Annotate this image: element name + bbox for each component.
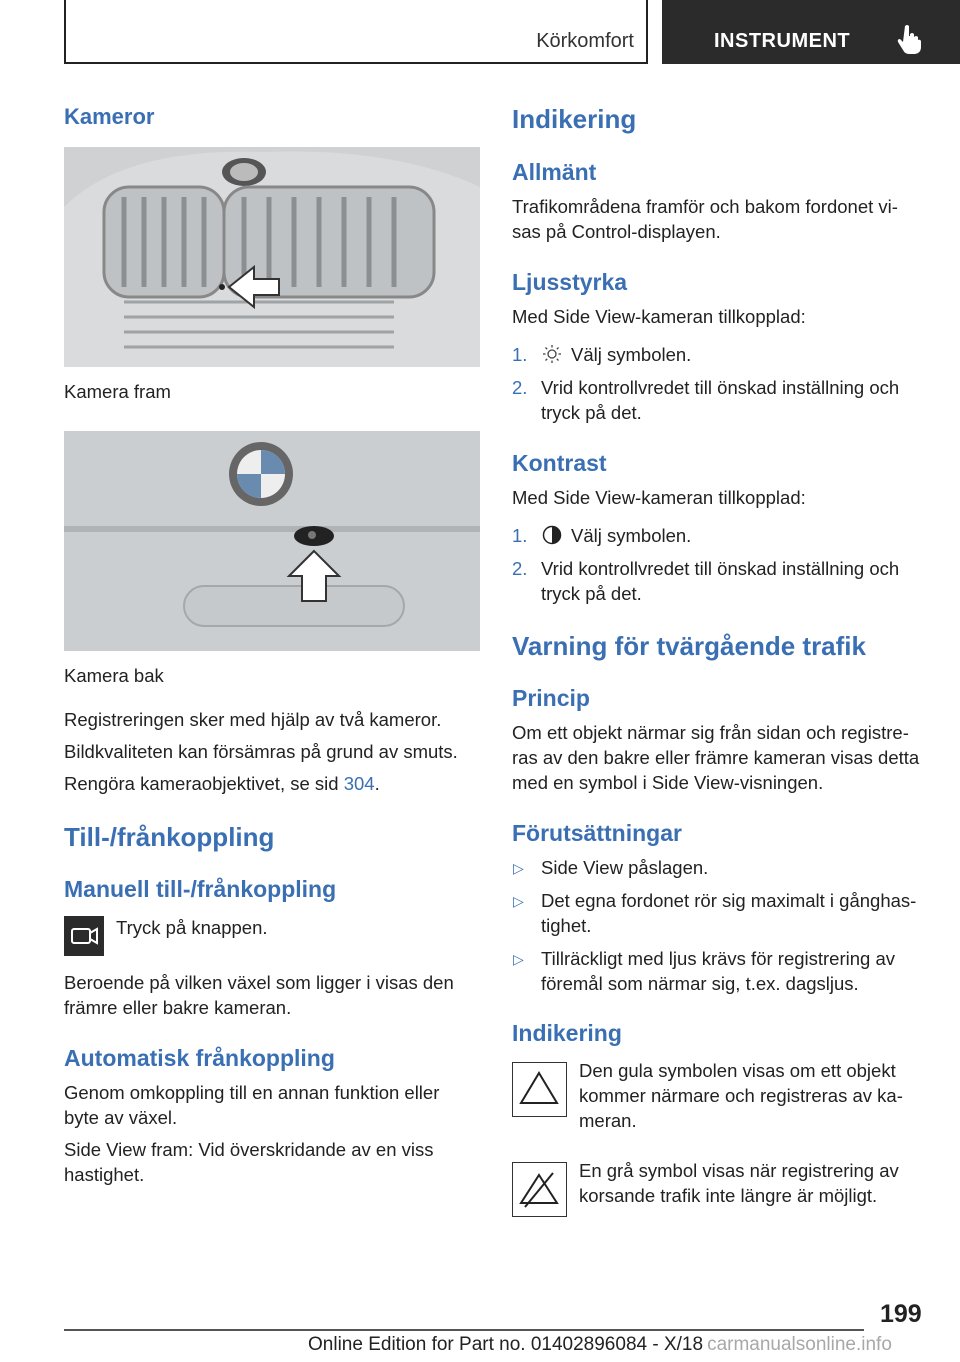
requirement-3-line1: Tillräckligt med ljus krävs för registrering av — [541, 948, 895, 969]
cameras-heading: Kameror — [64, 104, 155, 129]
toggle-heading: Till-/frånkoppling — [64, 822, 275, 852]
auto-off-heading: Automatisk frånkoppling — [64, 1045, 335, 1071]
header-section-tab — [64, 0, 648, 64]
requirements-heading: Förutsättningar — [512, 820, 682, 846]
requirement-1: Side View påslagen. — [541, 857, 709, 878]
footer-edition: Online Edition for Part no. 01402896084 - X/18 carmanualsonline.info — [308, 1334, 892, 1355]
contrast-step2-line1: Vrid kontrollvredet till önskad inställning och — [541, 558, 900, 579]
camera-button-icon — [64, 916, 104, 956]
brightness-step2-number: 2. — [512, 377, 528, 398]
gear-paragraph-line2: främre eller bakre kameran. — [64, 997, 292, 1018]
footer-watermark: carmanualsonline.info — [707, 1334, 892, 1355]
cross-traffic-heading: Varning för tvärgående trafik — [512, 631, 866, 661]
rear-camera-image — [64, 431, 480, 651]
contrast-heading: Kontrast — [512, 450, 607, 476]
contrast-step2-number: 2. — [512, 558, 528, 579]
header-chapter-label: INSTRUMENT — [714, 30, 851, 52]
auto-off-p1-line1: Genom omkoppling till en annan funktion eller — [64, 1082, 440, 1103]
general-line2: sas på Control-displayen. — [512, 221, 721, 242]
auto-off-p1-line2: byte av växel. — [64, 1107, 178, 1128]
press-button-text: Tryck på knappen. — [116, 917, 268, 938]
paragraph-two-cameras: Registreringen sker med hjälp av två kameror. — [64, 709, 442, 730]
principle-heading: Princip — [512, 685, 590, 711]
warning-triangle-icon — [512, 1062, 567, 1117]
principle-line3: med en symbol i Side View-visningen. — [512, 772, 824, 793]
header-section-label: Körkomfort — [536, 30, 634, 52]
yellow-symbol-line3: meran. — [579, 1110, 637, 1131]
brightness-heading: Ljusstyrka — [512, 269, 628, 295]
brightness-step1-text: Välj symbolen. — [571, 344, 692, 365]
rear-tailgate-illustration — [64, 431, 480, 651]
general-heading: Allmänt — [512, 159, 597, 185]
yellow-symbol-line2: kommer närmare och registreras av ka- — [579, 1085, 903, 1106]
grey-symbol-line2: korsande trafik inte längre är möjligt. — [579, 1185, 878, 1206]
paragraph-image-quality: Bildkvaliteten kan försämras på grund av smuts. — [64, 741, 458, 762]
front-camera-caption: Kamera fram — [64, 381, 171, 402]
pointing-hand-icon — [896, 24, 922, 54]
indication-heading: Indikering — [512, 104, 637, 134]
auto-off-p2-line1: Side View fram: Vid överskridande av en viss — [64, 1139, 434, 1160]
brightness-step2-line2: tryck på det. — [541, 402, 642, 423]
yellow-symbol-line1: Den gula symbolen visas om ett objekt — [579, 1060, 896, 1081]
bullet-triangle-icon: ▷ — [513, 951, 524, 967]
manual-toggle-heading: Manuell till-/frånkoppling — [64, 876, 337, 902]
front-grille-illustration — [64, 147, 480, 367]
bullet-triangle-icon: ▷ — [513, 893, 524, 909]
principle-line1: Om ett objekt närmar sig från sidan och registre- — [512, 722, 909, 743]
footer-divider — [64, 1329, 864, 1331]
brightness-intro: Med Side View-kameran tillkopplad: — [512, 306, 806, 327]
brightness-sun-icon — [542, 344, 562, 364]
auto-off-p2-line2: hastighet. — [64, 1164, 145, 1185]
header-chapter-tab — [662, 0, 960, 64]
contrast-step1-number: 1. — [512, 525, 528, 546]
contrast-step1-text: Välj symbolen. — [571, 525, 692, 546]
requirement-2-line2: tighet. — [541, 915, 592, 936]
contrast-intro: Med Side View-kameran tillkopplad: — [512, 487, 806, 508]
contrast-step2-line2: tryck på det. — [541, 583, 642, 604]
requirement-2-line1: Det egna fordonet rör sig maximalt i gånghas- — [541, 890, 917, 911]
requirement-3-line2: föremål som närmar sig, t.ex. dagsljus. — [541, 973, 859, 994]
grey-symbol-line1: En grå symbol visas när registrering av — [579, 1160, 899, 1181]
front-camera-image — [64, 147, 480, 367]
bullet-triangle-icon: ▷ — [513, 860, 524, 876]
indication2-heading: Indikering — [512, 1020, 622, 1046]
brightness-step2-line1: Vrid kontrollvredet till önskad inställning och — [541, 377, 900, 398]
gear-paragraph-line1: Beroende på vilken växel som ligger i visas den — [64, 972, 454, 993]
rear-camera-caption: Kamera bak — [64, 665, 164, 686]
contrast-icon — [542, 525, 562, 545]
brightness-step1-number: 1. — [512, 344, 528, 365]
general-line1: Trafikområdena framför och bakom fordonet vi- — [512, 196, 898, 217]
principle-line2: ras av den bakre eller främre kameran visas detta — [512, 747, 920, 768]
page-number: 199 — [880, 1300, 922, 1328]
warning-disabled-icon — [512, 1162, 567, 1217]
page-reference-link[interactable]: 304 — [343, 773, 375, 794]
paragraph-clean-lens: Rengöra kameraobjektivet, se sid 304. — [64, 773, 380, 794]
